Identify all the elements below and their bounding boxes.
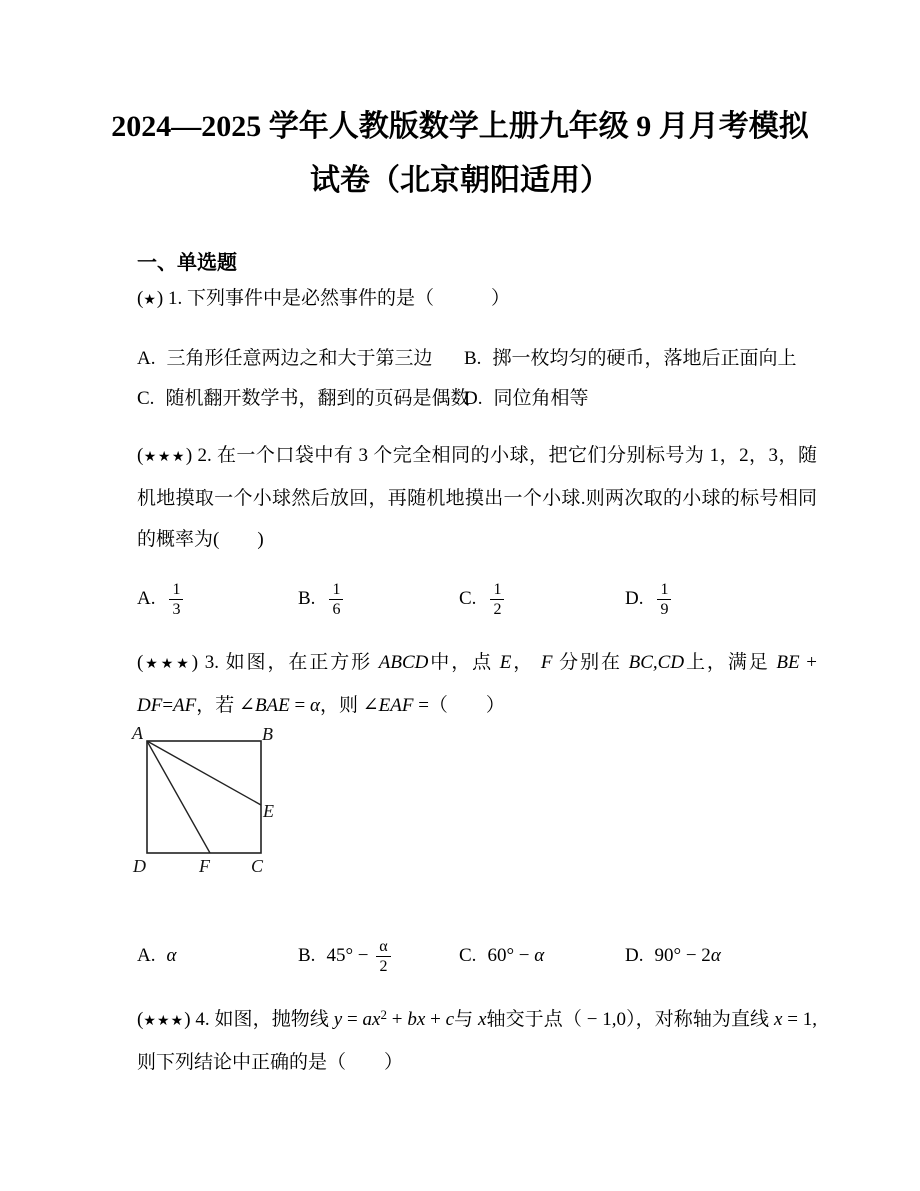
q1-option-b [464, 339, 796, 379]
q3-option-a-value: α [166, 945, 177, 966]
q3-figure-svg [125, 720, 315, 880]
vertex-label-e: E [263, 801, 274, 821]
q1-option-a-text: 三角形任意两边之和大于第三边 [166, 348, 433, 369]
segment-ae [147, 741, 261, 805]
q1-option-d-label: D. [464, 388, 483, 409]
q3-stem: (★★★) 3. 如图，在正方形 ABCD中，点 E， F 分别在 BC,CD上，满足 BE + DF=AF，若 ∠BAE = α，则 ∠EAF =（ ） [137, 652, 817, 716]
q3-option-b-value: 45° − $\frac{\alpha}{2}$ [326, 938, 390, 975]
q1-option-c-label: C. [137, 388, 155, 409]
q2-option-a [137, 581, 298, 618]
q3-options-row [137, 930, 817, 982]
square-abcd [147, 741, 261, 853]
exam-content [132, 250, 817, 1083]
q1-option-a-label: A. [137, 348, 156, 369]
vertex-label-d: D [133, 856, 146, 876]
q1-option-c-text: 随机翻开数学书，翻到的页码是偶数 [165, 388, 470, 409]
q2-option-c-value: $\frac{1}{2}$ [487, 581, 504, 618]
q3-option-a [137, 945, 298, 967]
vertex-label-c: C [251, 856, 264, 876]
q3-option-d-value: 90° − 2α [654, 945, 721, 966]
q1-option-a [137, 339, 464, 379]
segment-af [147, 741, 210, 853]
q3-option-c-label: C. [459, 945, 477, 966]
q3-option-b [298, 938, 459, 975]
q4-stem: (★★★) 4. 如图，抛物线 $y = ax^2$ + bx + c与 x轴交于点（ − 1,0），对称轴为直线 x = 1,则下列结论中正确的是（ ） [137, 1007, 817, 1073]
q3-option-a-label: A. [137, 945, 156, 966]
q3-figure [125, 720, 315, 880]
page-title-line1: 2024—2025 学年人教版数学上册九年级 9 月月考模拟 [111, 110, 809, 143]
vertex-label-a: A [132, 723, 143, 743]
q3-option-c-value: 60° − α [487, 945, 545, 966]
q1-option-d [464, 379, 589, 419]
q3-option-d-label: D. [625, 945, 644, 966]
q1-option-d-text: 同位角相等 [493, 388, 589, 409]
q2-option-a-label: A. [137, 588, 156, 609]
vertex-label-b: B [262, 724, 273, 744]
page-title-line2: 试卷（北京朝阳适用） [310, 164, 610, 197]
q1-options-row-2 [137, 379, 817, 419]
vertex-label-f: F [199, 856, 210, 876]
q1-stem: (★) 1. 下列事件中是必然事件的是（ ） [137, 288, 510, 309]
q2-option-c [459, 581, 625, 618]
q2-option-b [298, 581, 459, 618]
q2-option-d [625, 581, 671, 618]
q3-option-d [625, 945, 721, 967]
q2-option-d-value: $\frac{1}{9}$ [654, 581, 671, 618]
q3-option-c [459, 945, 625, 967]
q2-option-c-label: C. [459, 588, 477, 609]
section-heading: 一、单选题 [137, 252, 237, 274]
q2-option-b-label: B. [298, 588, 316, 609]
q2-option-a-value: $\frac{1}{3}$ [166, 581, 183, 618]
q1-option-b-text: 掷一枚均匀的硬币，落地后正面向上 [492, 348, 797, 369]
q2-option-b-value: $\frac{1}{6}$ [326, 581, 343, 618]
q2-option-d-label: D. [625, 588, 644, 609]
q3-option-b-label: B. [298, 945, 316, 966]
q1-options-row-1 [137, 339, 817, 379]
page-title [0, 100, 920, 208]
q2-options-row [137, 575, 817, 623]
q1-option-c [137, 379, 470, 419]
q2-stem: (★★★) 2. 在一个口袋中有 3 个完全相同的小球，把它们分别标号为 1，2，3，随机地摸取一个小球然后放回，再随机地摸出一个小球.则两次取的小球的标号相同的概率为( ) [137, 445, 817, 550]
q1-option-b-label: B. [464, 348, 482, 369]
